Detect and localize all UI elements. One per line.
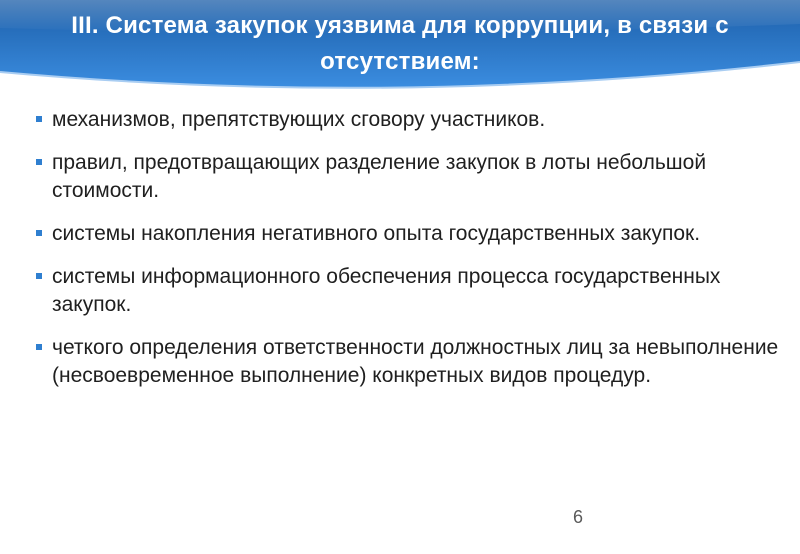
square-bullet-icon	[36, 230, 42, 236]
bullet-text: механизмов, препятствующих сговору участников.	[52, 108, 546, 131]
square-bullet-icon	[36, 344, 42, 350]
square-bullet-icon	[36, 273, 42, 279]
bullet-text: системы накопления негативного опыта государственных закупок.	[52, 222, 701, 245]
bullet-item	[36, 149, 786, 205]
bullet-item	[36, 106, 786, 134]
title-banner	[0, 0, 800, 100]
bullet-item	[36, 263, 786, 319]
bullet-text: четкого определения ответственности должностных лиц за невыполнение (несвоевременное выполнение) конкретных видов процедур.	[52, 336, 779, 387]
bullet-text: правил, предотвращающих разделение закупок в лоты небольшой стоимости.	[52, 151, 707, 202]
square-bullet-icon	[36, 116, 42, 122]
bullet-text: системы информационного обеспечения процесса государственных закупок.	[52, 265, 721, 316]
bullet-item	[36, 220, 786, 248]
bullet-list	[36, 106, 786, 405]
square-bullet-icon	[36, 159, 42, 165]
page-number: 6	[573, 507, 584, 527]
bullet-item	[36, 334, 786, 390]
slide-title: III. Система закупок уязвима для коррупции, в связи с отсутствием:	[71, 12, 729, 75]
